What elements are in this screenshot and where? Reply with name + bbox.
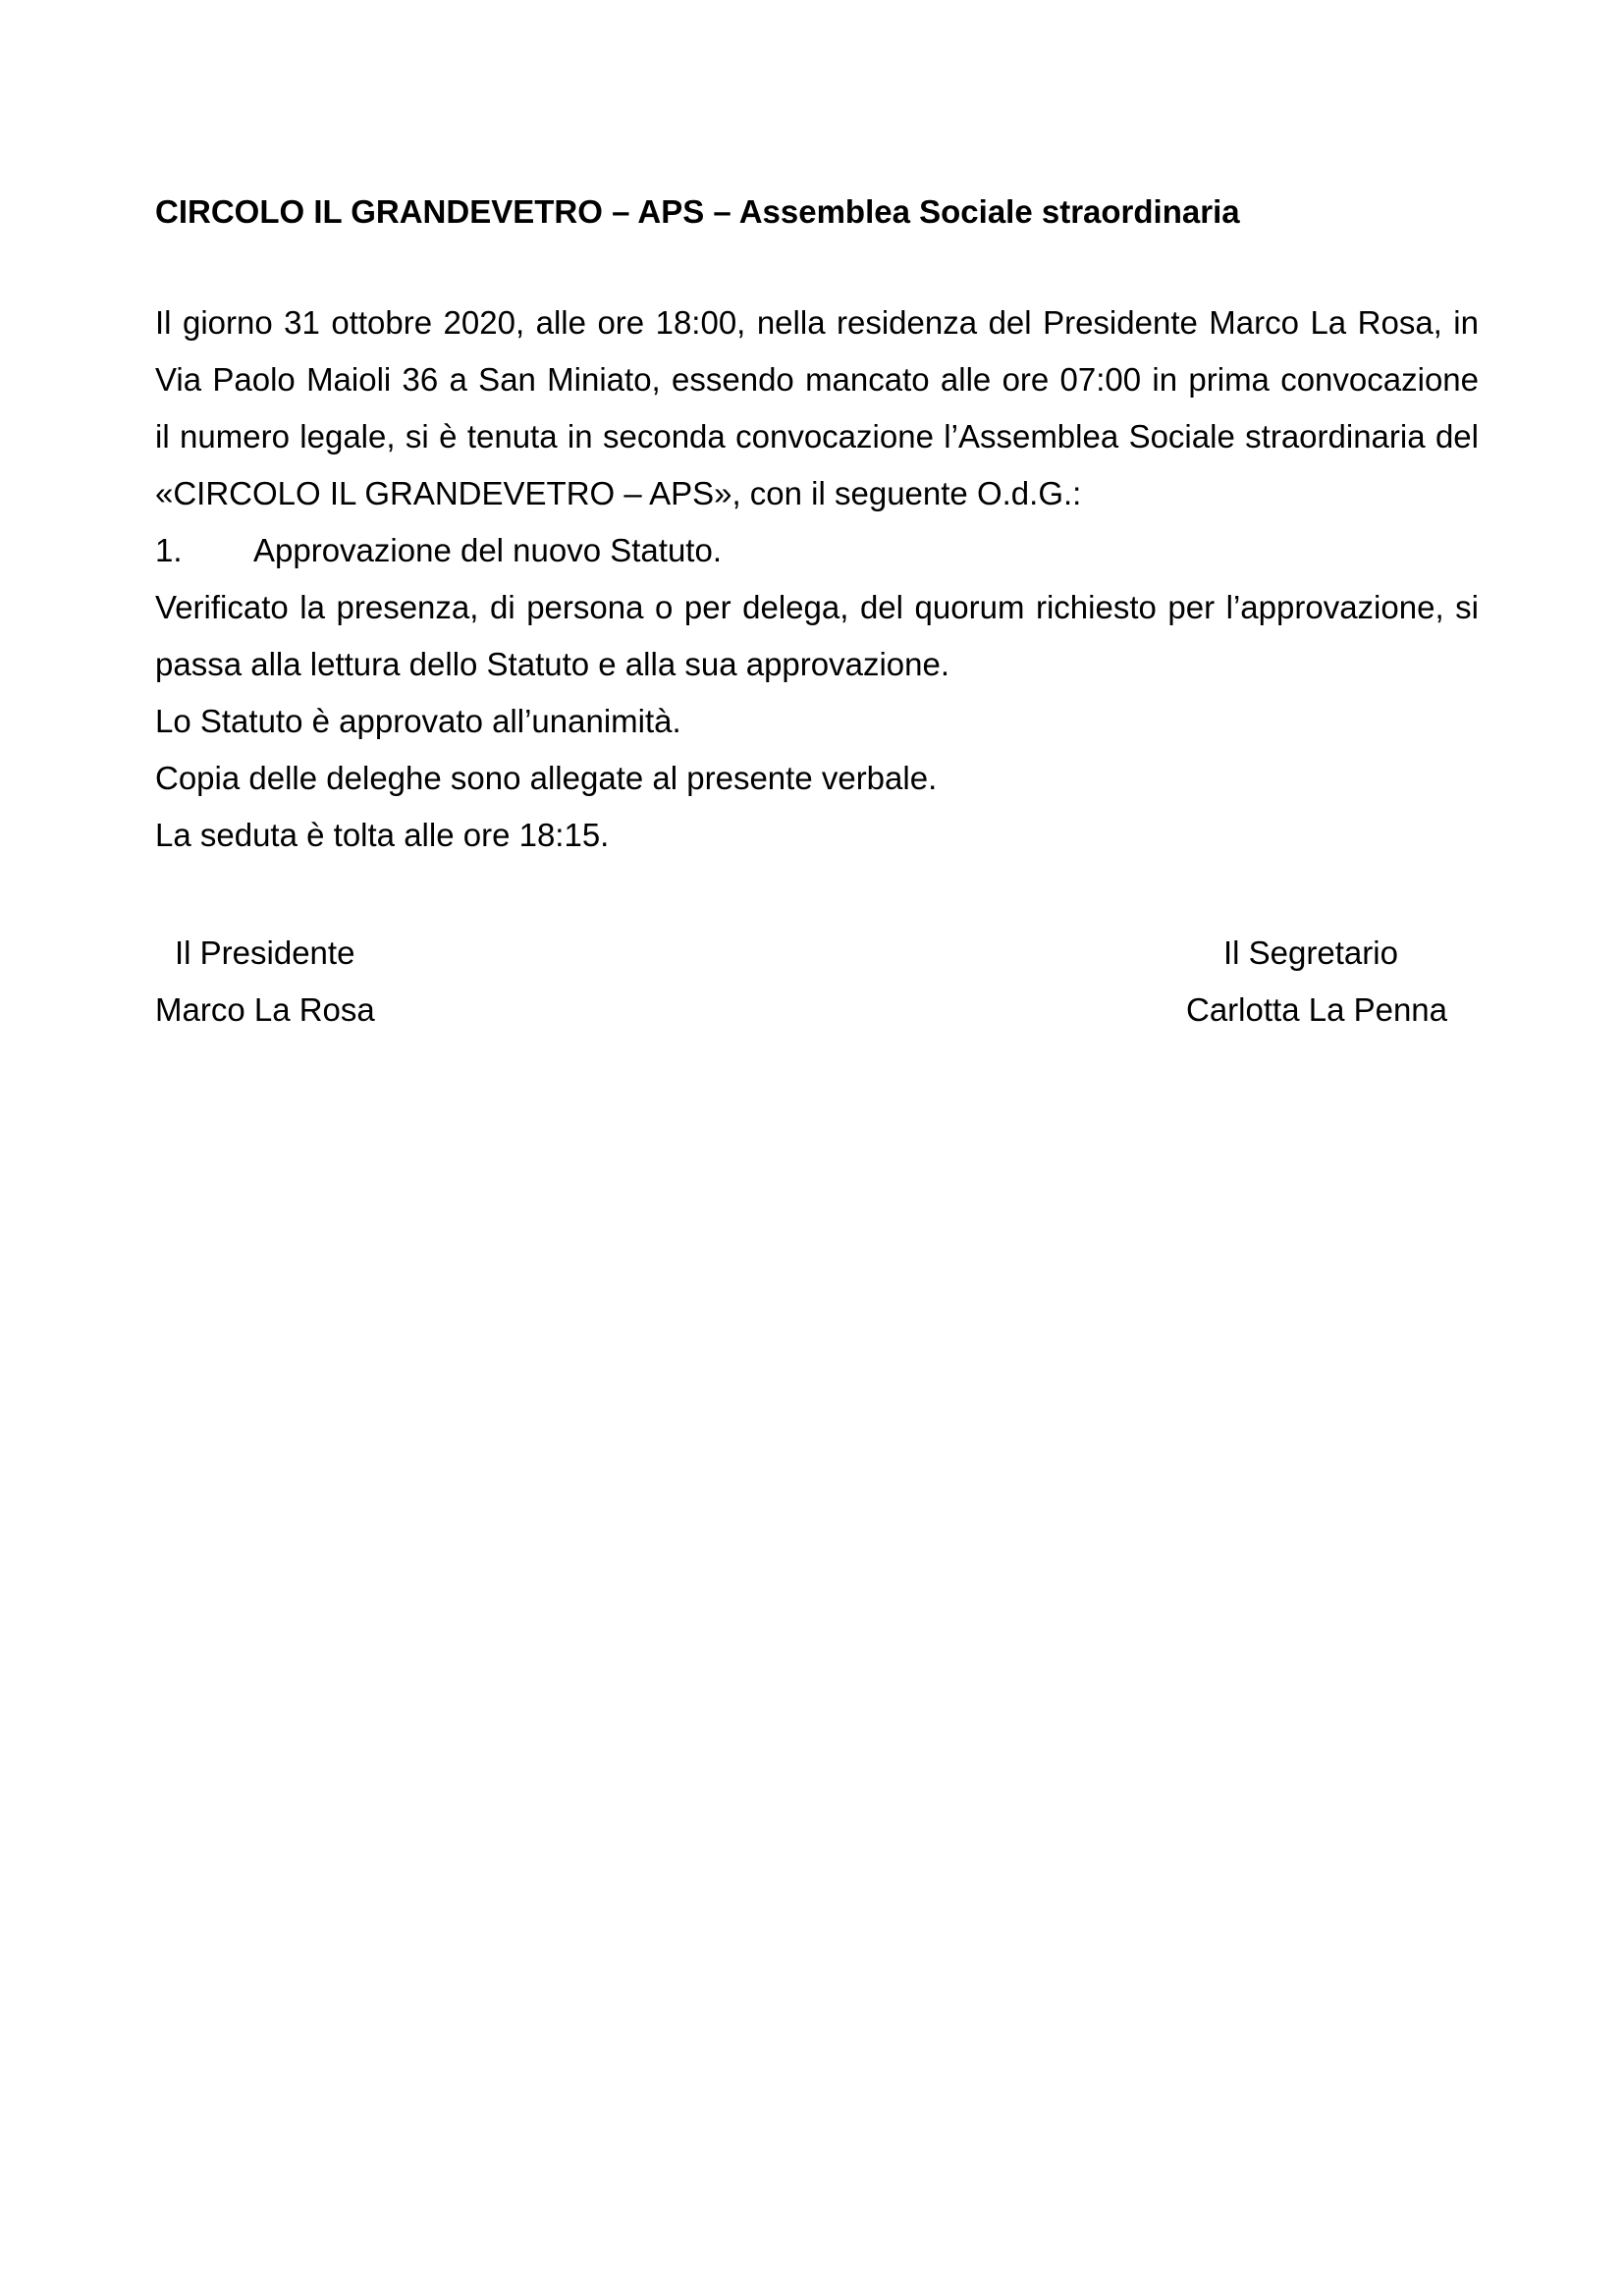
agenda-item-number: 1. bbox=[155, 532, 183, 568]
paragraph-line: Verificato la presenza, di persona o per delega, del quorum richiesto per l’approvazione, si bbox=[155, 589, 1479, 625]
president-name: Marco La Rosa bbox=[155, 991, 375, 1028]
secretary-role: Il Segretario bbox=[1223, 934, 1398, 971]
minutes-body bbox=[155, 294, 1479, 864]
paragraph-line: passa alla lettura dello Statuto e alla sua approvazione. bbox=[155, 646, 950, 682]
paragraph-line: Copia delle deleghe sono allegate al presente verbale. bbox=[155, 760, 938, 796]
paragraph-line: «CIRCOLO IL GRANDEVETRO – APS», con il seguente O.d.G.: bbox=[155, 475, 1082, 511]
agenda-item bbox=[155, 522, 1479, 579]
paragraph-line: il numero legale, si è tenuta in seconda convocazione l’Assemblea Sociale straordinaria del bbox=[155, 418, 1479, 454]
paragraph-line: Lo Statuto è approvato all’unanimità. bbox=[155, 703, 681, 739]
agenda-item-text: Approvazione del nuovo Statuto. bbox=[253, 532, 723, 568]
secretary-name: Carlotta La Penna bbox=[1186, 991, 1448, 1028]
paragraph-line: Il giorno 31 ottobre 2020, alle ore 18:00, nella residenza del Presidente Marco La Rosa, in bbox=[155, 304, 1479, 341]
paragraph-line: Via Paolo Maioli 36 a San Miniato, essendo mancato alle ore 07:00 in prima convocazione bbox=[155, 361, 1479, 398]
paragraph-line: La seduta è tolta alle ore 18:15. bbox=[155, 817, 610, 853]
president-role: Il Presidente bbox=[175, 934, 355, 971]
document-title: CIRCOLO IL GRANDEVETRO – APS – Assemblea Sociale straordinaria bbox=[155, 193, 1240, 230]
